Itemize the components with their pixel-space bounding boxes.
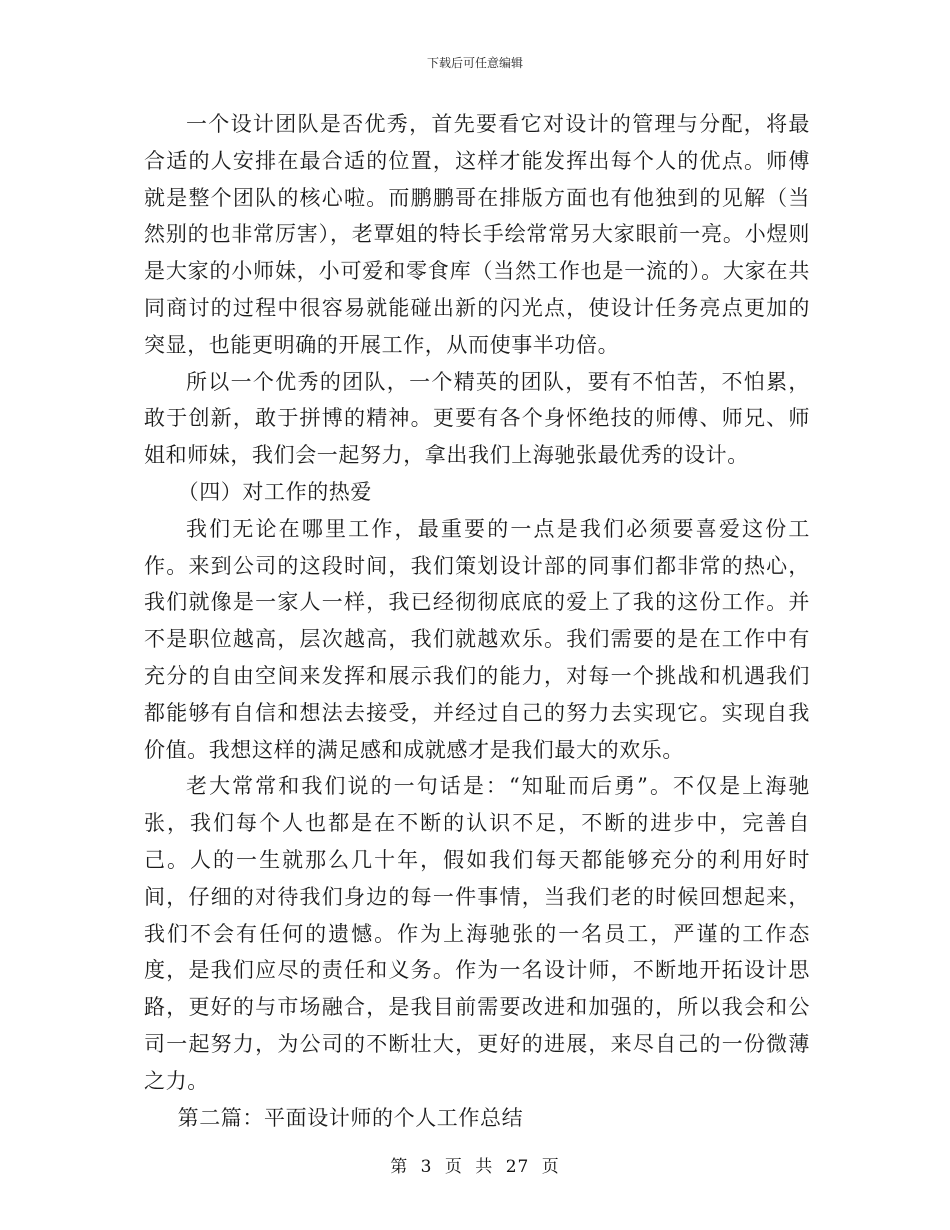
paragraph-love-work: 我们无论在哪里工作，最重要的一点是我们必须要喜爱这份工作。来到公司的这段时间，我们策划设计部的同事们都非常的热心，我们就像是一家人一样，我已经彻彻底底的爱上了我的这份工作。并不是职位越高，层次越高，我们就越欢乐。我们需要的是在工作中有充分的自由空间来发挥和展示我们的能力，对每一个挑战和机遇我们都能够有自信和想法去接受，并经过自己的努力去实现它。实现自我价值。我想这样的满足感和成就感才是我们最大的欢乐。 bbox=[144, 516, 810, 762]
chapter-heading-second: 第二篇：平面设计师的个人工作总结 bbox=[177, 1105, 524, 1130]
page-number-footer: 第 3 页 共 27 页 bbox=[390, 1157, 560, 1177]
document-body bbox=[144, 106, 810, 1136]
paragraph-excellent-team: 所以一个优秀的团队，一个精英的团队，要有不怕苦，不怕累，敢于创新，敢于拼博的精神。更要有各个身怀绝技的师傅、师兄、师姐和师妹，我们会一起努力，拿出我们上海驰张最优秀的设计。 bbox=[144, 369, 810, 468]
header-note: 下载后可任意编辑 bbox=[426, 56, 523, 70]
paragraph-boss-saying: 老大常常和我们说的一句话是：“知耻而后勇”。不仅是上海驰张，我们每个人也都是在不断的认识不足，不断的进步中，完善自己。人的一生就那么几十年，假如我们每天都能够充分的利用好时间，仔细的对待我们身边的每一件事情，当我们老的时候回想起来，我们不会有任何的遗憾。作为上海驰张的一名员工，严谨的工作态度，是我们应尽的责任和义务。作为一名设计师，不断地开拓设计思路，更好的与市场融合，是我目前需要改进和加强的，所以我会和公司一起努力，为公司的不断壮大，更好的进展，来尽自己的一份微薄之力。 bbox=[144, 774, 810, 1093]
section-heading-love-of-work: （四）对工作的热爱 bbox=[177, 479, 372, 504]
paragraph-team-excellence: 一个设计团队是否优秀，首先要看它对设计的管理与分配，将最合适的人安排在最合适的位置，这样才能发挥出每个人的优点。师傅就是整个团队的核心啦。而鹏鹏哥在排版方面也有他独到的见解（当然别的也非常厉害），老覃姐的特长手绘常常另大家眼前一亮。小煜则是大家的小师妹，小可爱和零食库（当然工作也是一流的）。大家在共同商讨的过程中很容易就能碰出新的闪光点，使设计任务亮点更加的突显，也能更明确的开展工作，从而使事半功倍。 bbox=[144, 112, 810, 357]
